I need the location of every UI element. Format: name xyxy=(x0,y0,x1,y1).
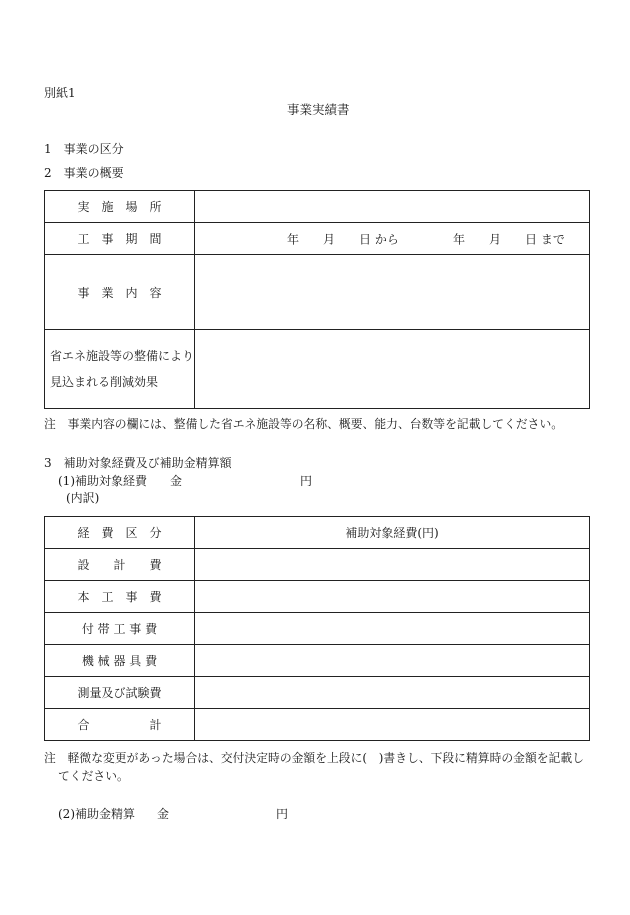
period-start-day: 日 から xyxy=(359,232,399,246)
period-end-year: 年 xyxy=(453,232,466,246)
row-location xyxy=(45,191,590,223)
subsidy-settlement-kin: 金 xyxy=(157,807,170,821)
row-label-ancillary-construction: 付 帯 工 事 費 xyxy=(45,613,195,645)
header-amount: 補助対象経費(円) xyxy=(195,517,590,549)
expense-header-row xyxy=(45,517,590,549)
location-label: 実 施 場 所 xyxy=(45,191,195,223)
subsidy-expense-kin: 金 xyxy=(170,474,183,488)
amount-cell-equipment[interactable] xyxy=(195,645,590,677)
section-1-heading: 1 事業の区分 xyxy=(44,142,124,156)
row-label-main-construction: 本 工 事 費 xyxy=(45,581,195,613)
attachment-label: 別紙1 xyxy=(44,86,76,100)
effect-label-line1: 省エネ施設等の整備により xyxy=(50,349,195,363)
period-label: 工 事 期 間 xyxy=(45,223,195,255)
effect-value-cell[interactable] xyxy=(195,330,590,409)
overview-table xyxy=(44,190,590,409)
period-value-cell[interactable] xyxy=(195,223,590,255)
period-end-month: 月 xyxy=(489,232,502,246)
note-2-line1: 注 軽微な変更があった場合は、交付決定時の金額を上段に( )書きし、下段に精算時の金額を記載し xyxy=(44,751,584,765)
note-1: 注 事業内容の欄には、整備した省エネ施設等の名称、概要、能力、台数等を記載してください。 xyxy=(44,417,564,431)
subsidy-settlement-label: (2)補助金精算 xyxy=(58,807,135,821)
subsidy-settlement-yen: 円 xyxy=(276,807,289,821)
note-2-line2: てください。 xyxy=(58,769,129,783)
table-row xyxy=(45,645,590,677)
subsidy-expense-yen: 円 xyxy=(300,474,313,488)
row-label-equipment: 機 械 器 具 費 xyxy=(45,645,195,677)
table-row xyxy=(45,581,590,613)
row-label-total: 合 計 xyxy=(45,709,195,741)
table-row xyxy=(45,549,590,581)
effect-label xyxy=(45,330,195,409)
row-label-survey-test: 測量及び試験費 xyxy=(45,677,195,709)
amount-cell-design[interactable] xyxy=(195,549,590,581)
header-category: 経 費 区 分 xyxy=(45,517,195,549)
subsidy-expense-label: (1)補助対象経費 xyxy=(58,474,147,488)
breakdown-label: (内訳) xyxy=(66,491,100,505)
row-period xyxy=(45,223,590,255)
section-2-heading: 2 事業の概要 xyxy=(44,166,124,180)
table-row xyxy=(45,709,590,741)
effect-label-line2: 見込まれる削減効果 xyxy=(50,375,159,389)
expense-table xyxy=(44,516,590,741)
location-value-cell[interactable] xyxy=(195,191,590,223)
content-value-cell[interactable] xyxy=(195,255,590,330)
amount-cell-ancillary-construction[interactable] xyxy=(195,613,590,645)
table-row xyxy=(45,613,590,645)
amount-cell-survey-test[interactable] xyxy=(195,677,590,709)
amount-cell-main-construction[interactable] xyxy=(195,581,590,613)
content-label: 事 業 内 容 xyxy=(45,255,195,330)
period-start-month: 月 xyxy=(323,232,336,246)
document-title: 事業実績書 xyxy=(287,102,350,117)
period-start-year: 年 xyxy=(287,232,300,246)
period-end-day: 日 まで xyxy=(525,232,565,246)
table-row xyxy=(45,677,590,709)
section-3-heading: 3 補助対象経費及び補助金精算額 xyxy=(44,456,232,470)
row-effect xyxy=(45,330,590,409)
row-label-design: 設 計 費 xyxy=(45,549,195,581)
amount-cell-total[interactable] xyxy=(195,709,590,741)
row-content xyxy=(45,255,590,330)
